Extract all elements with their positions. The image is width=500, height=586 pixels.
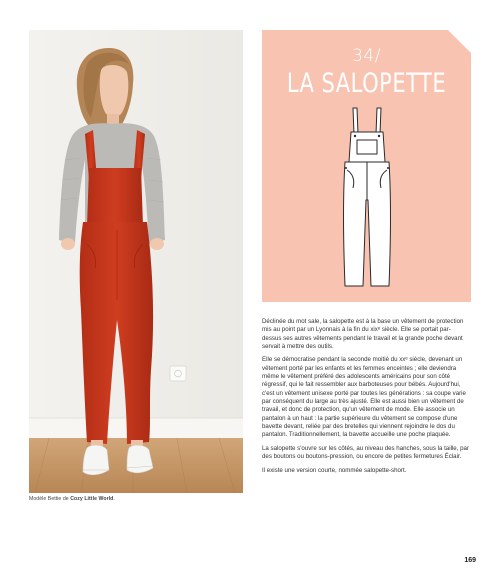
- paragraph-1: Déclinée du mot sale, la salopette est à la base un vêtement de protection mis au point par un Lyonnais à la fin du xixᵉ siècle. Elle se portait par-dessus ses autres vêtements pendant le travail et la grande poche devant servait à mettre des outils.: [262, 318, 464, 351]
- paragraph-2: Elle se démocratise pendant la seconde moitié du xxᵉ siècle, devenant un vêtement porté par les enfants et les femmes enceintes ; elle deviendra même le vêtement préféré des adolescents américains pour son côté régressif, qui le fait ressembler aux barboteuses pour bébés. Aujourd'hui, c'est un vêtement unisexe porté par toutes les générations : sa coupe varie par conséquent du large au très ajusté. Elle est aussi bien un vêtement de travail, et donc de protection, qu'un vêtement de mode. Elle associe un pantalon à un haut : la partie supérieure du vêtement se compose d'une bavette devant, reliée par des bretelles qui viennent rejoindre le dos du pantalon. Traditionnellement, la bavette accueille une poche plaquée.: [262, 356, 466, 439]
- page-number: 169: [464, 557, 476, 564]
- photo-caption: [29, 496, 249, 502]
- caption-suffix: .: [113, 496, 115, 502]
- paragraph-4: Il existe une version courte, nommée salopette-short.: [262, 466, 407, 474]
- chapter-title: LA SALOPETTE: [286, 68, 447, 99]
- paragraph-3: La salopette s'ouvre sur les côtés, au niveau des hanches, sous la taille, par des boutons ou boutons-pression, ou encore de petites fermetures Éclair.: [262, 444, 470, 461]
- overalls-drawing: [337, 104, 397, 290]
- chapter-number: 34/: [352, 46, 381, 66]
- caption-prefix: Modèle Bettie de: [29, 496, 71, 502]
- model-photo: [29, 30, 243, 493]
- title-panel: [262, 30, 471, 302]
- caption-brand: Cozy Little World: [70, 496, 114, 502]
- model-photo-illustration: [29, 30, 243, 493]
- body-text: [262, 318, 470, 475]
